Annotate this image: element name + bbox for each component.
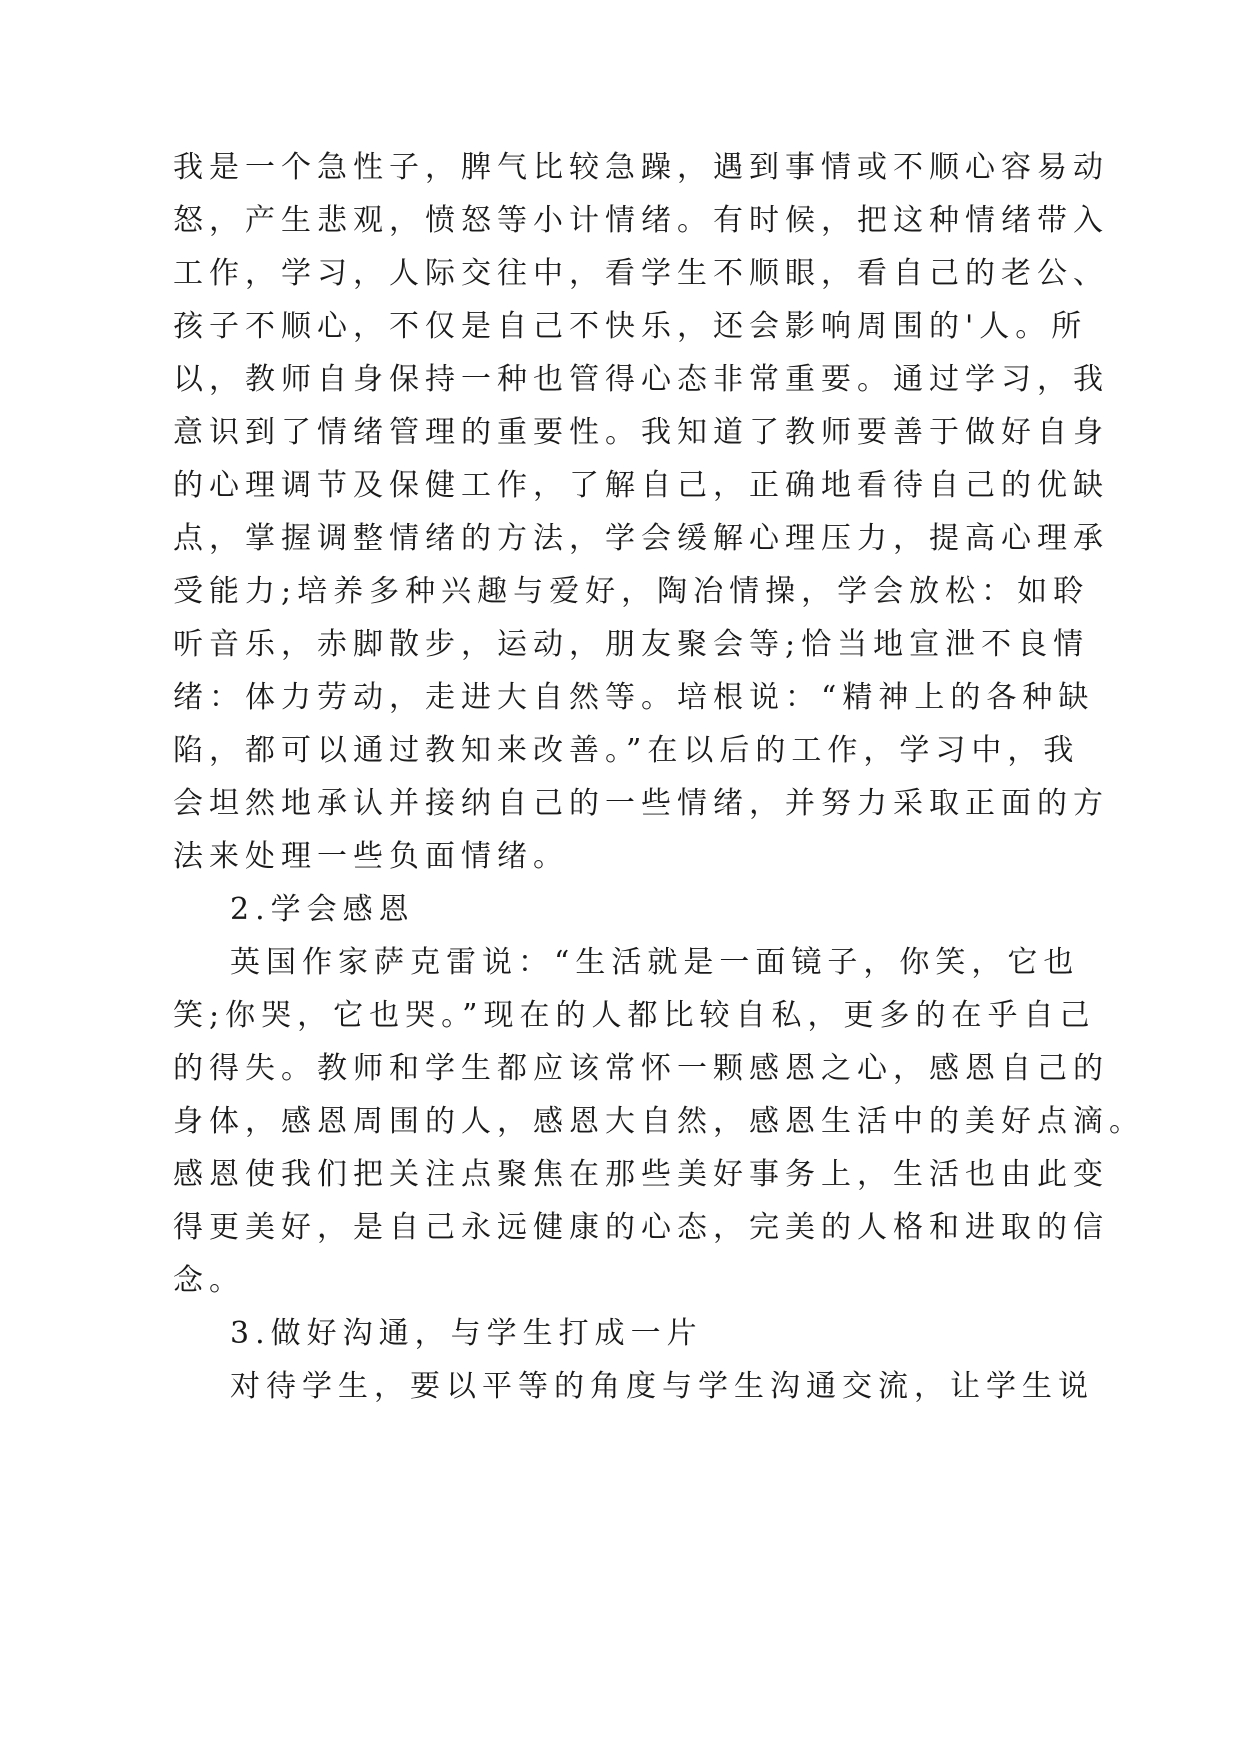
- text-line: 工作，学习，人际交往中，看学生不顺眼，看自己的老公、: [173, 256, 1109, 291]
- text-line: 受能力;培养多种兴趣与爱好，陶冶情操，学会放松：如聆: [173, 574, 1090, 609]
- text-line: 笑;你哭，它也哭。”现在的人都比较自私，更多的在乎自己: [173, 998, 1096, 1033]
- text-line: 陷，都可以通过教知来改善。”在以后的工作，学习中，我: [173, 733, 1080, 768]
- text-line: 感恩使我们把关注点聚焦在那些美好事务上，生活也由此变: [173, 1157, 1109, 1192]
- text-line: 的心理调节及保健工作，了解自己，正确地看待自己的优缺: [173, 468, 1109, 503]
- text-line: 孩子不顺心，不仅是自己不快乐，还会影响周围的'人。所: [173, 309, 1088, 344]
- text-line: 得更美好，是自己永远健康的心态，完美的人格和进取的信: [173, 1210, 1109, 1245]
- text-line: 法来处理一些负面情绪。: [173, 839, 569, 874]
- section-heading: 3.做好沟通，与学生打成一片: [230, 1316, 703, 1351]
- text-line: 英国作家萨克雷说：“生活就是一面镜子，你笑，它也: [230, 945, 1080, 980]
- text-line: 听音乐，赤脚散步，运动，朋友聚会等;恰当地宣泄不良情: [173, 627, 1090, 662]
- text-line: 会坦然地承认并接纳自己的一些情绪，并努力采取正面的方: [173, 786, 1109, 821]
- section-heading: 2.学会感恩: [230, 892, 415, 927]
- text-line: 怒，产生悲观，愤怒等小计情绪。有时候，把这种情绪带入: [173, 203, 1109, 238]
- text-line: 我是一个急性子，脾气比较急躁，遇到事情或不顺心容易动: [173, 150, 1109, 185]
- text-line: 念。: [173, 1263, 245, 1298]
- text-line: 意识到了情绪管理的重要性。我知道了教师要善于做好自身: [173, 415, 1109, 450]
- text-line: 对待学生，要以平等的角度与学生沟通交流，让学生说: [230, 1369, 1094, 1404]
- text-line: 以，教师自身保持一种也管得心态非常重要。通过学习，我: [173, 362, 1109, 397]
- text-line: 绪：体力劳动，走进大自然等。培根说：“精神上的各种缺: [173, 680, 1095, 715]
- text-line: 身体，感恩周围的人，感恩大自然，感恩生活中的美好点滴。: [173, 1104, 1145, 1139]
- text-line: 点，掌握调整情绪的方法，学会缓解心理压力，提高心理承: [173, 521, 1109, 556]
- text-line: 的得失。教师和学生都应该常怀一颗感恩之心，感恩自己的: [173, 1051, 1109, 1086]
